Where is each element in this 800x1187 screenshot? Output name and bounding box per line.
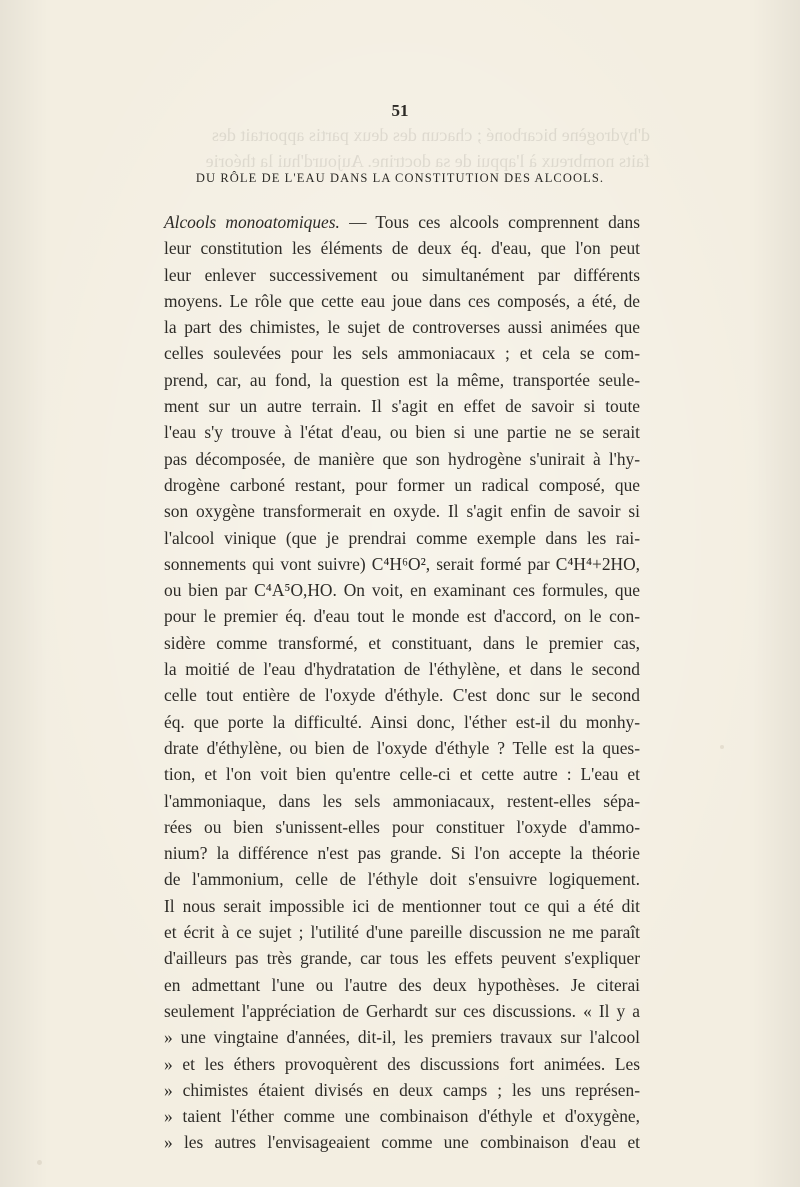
- text-line: leur constitution les éléments de deux éq. d'eau, que l'on peut: [164, 238, 640, 259]
- text-line: l'ammoniaque, dans les sels ammoniacaux, restent-elles sépa-: [164, 790, 640, 811]
- text-line: celles soulevées pour les sels ammoniacaux ; et cela se com-: [164, 343, 640, 364]
- text-line: de l'ammonium, celle de l'éthyle doit s'ensuivre logiquement.: [164, 869, 640, 890]
- text-line: rées ou bien s'unissent-elles pour constituer l'oxyde d'ammo-: [164, 816, 640, 837]
- text-line: tion, et l'on voit bien qu'entre celle-ci et cette autre : L'eau et: [164, 764, 640, 785]
- body-text: [164, 209, 640, 1156]
- text-line: l'eau s'y trouve à l'état d'eau, ou bien si une partie ne se serait: [164, 422, 640, 443]
- bleed-line: d'hydrogène bicarboné ; chacun des deux partis apportait des: [211, 125, 650, 145]
- text-line: » et les éthers provoquèrent des discussions fort animées. Les: [164, 1053, 640, 1074]
- text-line: » taient l'éther comme une combinaison d'éthyle et d'oxygène,: [164, 1106, 640, 1127]
- text-line: celle tout entière de l'oxyde d'éthyle. C'est donc sur le second: [164, 685, 640, 706]
- text-line: nium? la différence n'est pas grande. Si l'on accepte la théorie: [164, 843, 640, 864]
- text-line: » les autres l'envisageaient comme une combinaison d'eau et: [164, 1132, 640, 1153]
- bleed-through-text: [205, 122, 650, 174]
- text-line: sonnements qui vont suivre) C⁴H⁶O², serait formé par C⁴H⁴+2HO,: [164, 553, 640, 574]
- text-line: l'alcool vinique (que je prendrai comme exemple dans les rai-: [164, 527, 640, 548]
- page-number: 51: [391, 101, 409, 120]
- text-line: pas décomposée, de manière que son hydrogène s'unirait à l'hy-: [164, 448, 640, 469]
- text-line: moyens. Le rôle que cette eau joue dans ces composés, a été, de: [164, 290, 640, 311]
- page-title: DU RÔLE DE L'EAU DANS LA CONSTITUTION DES ALCOOLS.: [195, 171, 605, 185]
- text-line: son oxygène transformerait en oxyde. Il s'agit enfin de savoir si: [164, 501, 640, 522]
- text-line: ment sur un autre terrain. Il s'agit en effet de savoir si toute: [164, 396, 640, 417]
- text-line: » une vingtaine d'années, dit-il, les premiers travaux sur l'alcool: [164, 1027, 640, 1048]
- text-line: leur enlever successivement ou simultanément par différents: [164, 264, 640, 285]
- paper-spot: [720, 745, 724, 749]
- text-line: Il nous serait impossible ici de mentionner tout ce qui a été dit: [164, 895, 640, 916]
- text-line: » chimistes étaient divisés en deux camps ; les uns représen-: [164, 1079, 640, 1100]
- text-line: en admettant l'une ou l'autre des deux hypothèses. Je citerai: [164, 974, 640, 995]
- text-line: la moitié de l'eau d'hydratation de l'éthylène, et dans le second: [164, 659, 640, 680]
- text-line: la part des chimistes, le sujet de controverses aussi animées que: [164, 317, 640, 338]
- bleed-line: faits nombreux à l'appui de sa doctrine. Aujourd'hui la théorie: [205, 151, 650, 171]
- text-line: drogène carboné restant, pour former un radical composé, que: [164, 474, 640, 495]
- text-line: prend, car, au fond, la question est la même, transportée seule-: [164, 369, 640, 390]
- text-line: sidère comme transformé, et constituant, dans le premier cas,: [164, 632, 640, 653]
- text-line: d'ailleurs pas très grande, car tous les effets peuvent s'expliquer: [164, 948, 640, 969]
- text-line: ou bien par C⁴A⁵O,HO. On voit, en examinant ces formules, que: [164, 580, 640, 601]
- text-line: seulement l'appréciation de Gerhardt sur ces discussions. « Il y a: [164, 1000, 640, 1021]
- section-heading-italic: Alcools monoatomiques.: [164, 212, 340, 232]
- text-line: Alcools monoatomiques. — Tous ces alcools comprennent dans: [164, 212, 640, 232]
- paper-spot: [37, 1160, 42, 1165]
- text-line: drate d'éthylène, ou bien de l'oxyde d'éthyle ? Telle est la ques-: [164, 737, 640, 758]
- text-line: pour le premier éq. d'eau tout le monde est d'accord, on le con-: [164, 606, 640, 627]
- text-line: éq. que porte la difficulté. Ainsi donc, l'éther est-il du monhy-: [164, 711, 640, 732]
- text-line: et écrit à ce sujet ; l'utilité d'une pareille discussion ne me paraît: [164, 922, 640, 943]
